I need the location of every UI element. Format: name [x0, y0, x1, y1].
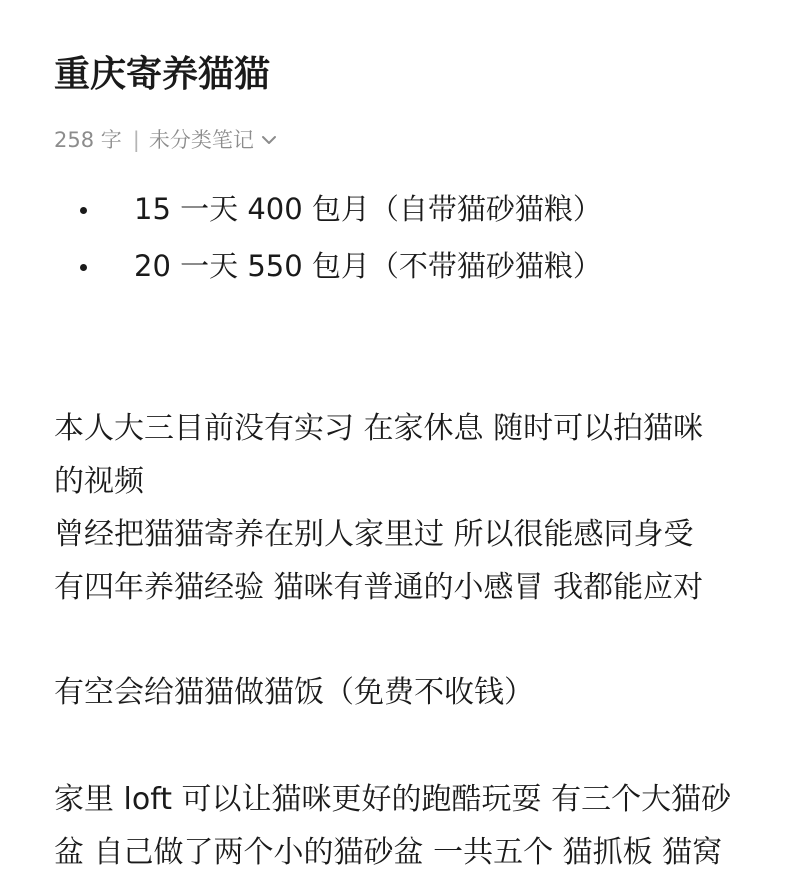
text-line: 家里 loft 可以让猫咪更好的跑酷玩耍 有三个大猫砂	[54, 782, 732, 817]
meta-separator: |	[132, 128, 140, 152]
paragraph-home[interactable]	[54, 773, 731, 879]
bullet-dot	[80, 264, 87, 271]
paragraph-cat-food[interactable]	[54, 666, 534, 719]
text-line: 的视频	[54, 464, 144, 499]
paragraph-intro[interactable]	[54, 402, 703, 614]
category-label: 未分类笔记	[148, 128, 254, 152]
chevron-down-icon	[260, 131, 278, 149]
list-item-text[interactable]: 20 一天 550 包月（不带猫砂猫粮）	[134, 249, 602, 283]
text-line: 有空会给猫猫做猫饭（免费不收钱）	[54, 675, 534, 710]
category-selector[interactable]	[149, 126, 278, 154]
bullet-dot	[80, 207, 87, 214]
text-line: 曾经把猫猫寄养在别人家里过 所以很能感同身受	[54, 517, 694, 552]
list-item-text[interactable]: 15 一天 400 包月（自带猫砂猫粮）	[134, 192, 602, 226]
word-count: 258 字	[54, 128, 122, 152]
note-title[interactable]: 重庆寄养猫猫	[54, 54, 271, 95]
text-line: 有四年养猫经验 猫咪有普通的小感冒 我都能应对	[54, 570, 704, 605]
note-meta	[54, 126, 278, 154]
text-line: 本人大三目前没有实习 在家休息 随时可以拍猫咪	[54, 411, 704, 446]
text-line: 盆 自己做了两个小的猫砂盆 一共五个 猫抓板 猫窝	[54, 835, 723, 870]
